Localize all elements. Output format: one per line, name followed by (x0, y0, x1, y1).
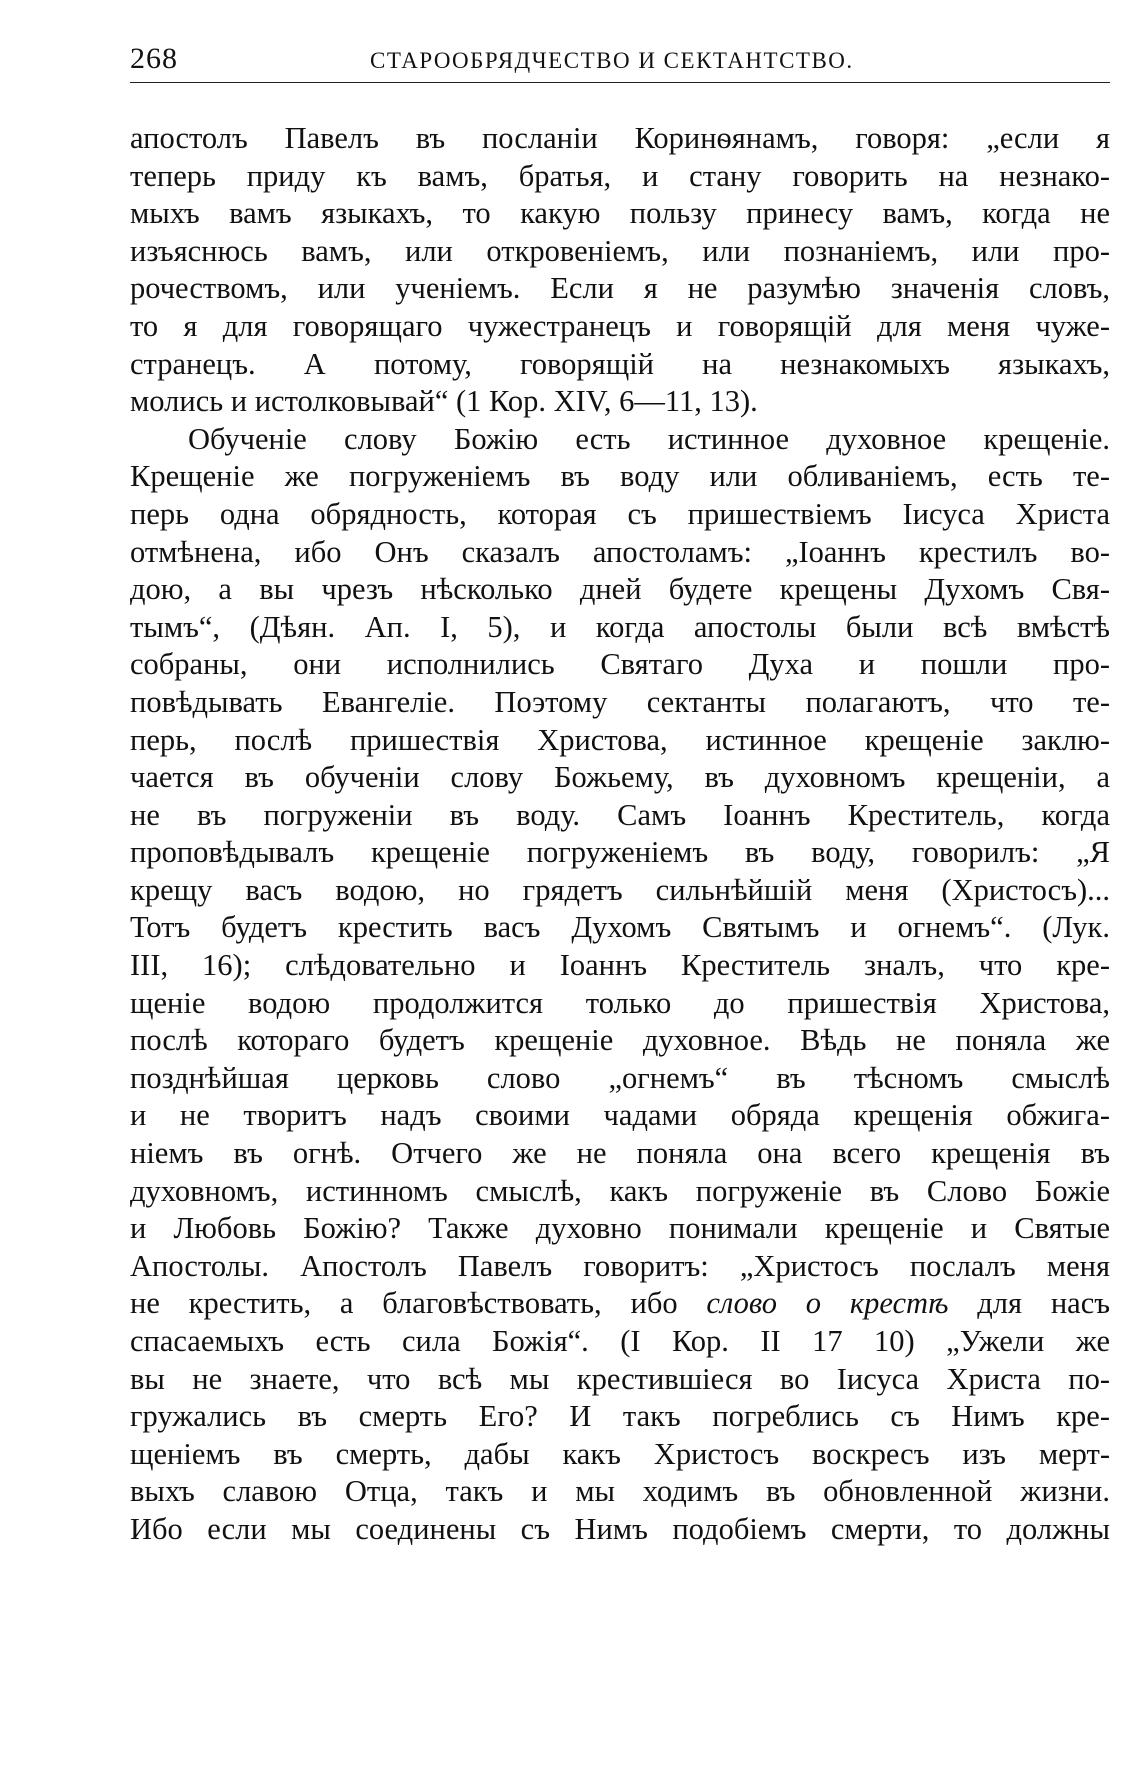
text-line: повѣдывать Евангеліе. Поэтому сектанты полагаютъ, что те- (130, 684, 1110, 719)
text-line: мыхъ вамъ языкахъ, то какую пользу принесу вамъ, когда не (130, 196, 1110, 231)
page-header (130, 38, 1110, 83)
text-line: теперь приду къ вамъ, братья, и стану говорить на незнако- (130, 158, 1110, 193)
text-line: молись и истолковывай“ (1 Кор. XIV, 6—11, 13). (130, 384, 758, 419)
body-text (130, 120, 1110, 1549)
text-segment: не крестить, а благовѣствовать, ибо (130, 1286, 678, 1321)
text-line: и не творитъ надъ своими чадами обряда крещенія обжига- (130, 1098, 1110, 1133)
text-line: дою, а вы чрезъ нѣсколько дней будете крещены Духомъ Свя- (130, 572, 1110, 607)
text-line: Ибо если мы соединены съ Нимъ подобіемъ смерти, то должны (130, 1511, 1110, 1546)
text-line: и Любовь Божію? Также духовно понимали крещеніе и Святые (130, 1211, 1110, 1246)
text-line: чается въ обученіи слову Божьему, въ духовномъ крещеніи, а (130, 760, 1110, 795)
text-line: проповѣдывалъ крещеніе погруженіемъ въ воду, говорилъ: „Я (130, 835, 1110, 870)
text-line: рочествомъ, или ученіемъ. Если я не разумѣю значенія словъ, (130, 271, 1110, 306)
text-line-with-italic (130, 1285, 1110, 1323)
paragraph-start-line: Обученіе слову Божію есть истинное духовное крещеніе. (188, 421, 1110, 456)
text-line: щеніе водою продолжится только до пришествія Христова, (130, 985, 1110, 1020)
page-number: 268 (130, 42, 178, 75)
text-line: то я для говорящаго чужестранецъ и говорящій для меня чуже- (130, 308, 1110, 343)
text-line: вы не знаете, что всѣ мы крестившіеся во Іисуса Христа по- (130, 1361, 1110, 1396)
text-line: гружались въ смерть Его? И такъ погреблись съ Нимъ кре- (130, 1399, 1110, 1434)
text-line: странецъ. А потому, говорящій на незнакомыхъ языкахъ, (130, 346, 1110, 381)
text-line: позднѣйшая церковь слово „огнемъ“ въ тѣсномъ смыслѣ (130, 1060, 1110, 1095)
italic-phrase: слово о крестѣ (706, 1286, 949, 1321)
text-line: III, 16); слѣдовательно и Іоаннъ Креститель зналъ, что кре- (130, 948, 1110, 983)
text-segment: для насъ (977, 1286, 1111, 1321)
text-line: щеніемъ въ смерть, дабы какъ Христосъ воскресъ изъ мерт- (130, 1436, 1110, 1471)
text-line: изъяснюсь вамъ, или откровеніемъ, или познаніемъ, или про- (130, 233, 1110, 268)
text-line: собраны, они исполнились Святаго Духа и пошли про- (130, 647, 1110, 682)
text-line: перь, послѣ пришествія Христова, истинное крещеніе заклю- (130, 722, 1110, 757)
text-line: апостолъ Павелъ въ посланіи Коринѳянамъ, говоря: „если я (130, 121, 1110, 155)
text-line: Крещеніе же погруженіемъ въ воду или обливаніемъ, есть те- (130, 459, 1110, 494)
text-line: спасаемыхъ есть сила Божія“. (I Кор. II 17 10) „Ужели же (130, 1324, 1110, 1358)
text-line: не въ погруженіи въ воду. Самъ Іоаннъ Креститель, когда (130, 797, 1110, 832)
text-line: крещу васъ водою, но грядетъ сильнѣйшій меня (Христосъ)... (130, 872, 1110, 907)
text-line: послѣ котораго будетъ крещеніе духовное. Вѣдь не поняла же (130, 1023, 1110, 1058)
text-line: Апостолы. Апостолъ Павелъ говоритъ: „Христосъ послалъ меня (130, 1248, 1110, 1283)
text-line: Тотъ будетъ крестить васъ Духомъ Святымъ и огнемъ“. (Лук. (130, 910, 1110, 945)
text-line: тымъ“, (Дѣян. Ап. I, 5), и когда апостолы были всѣ вмѣстѣ (130, 609, 1110, 644)
text-line: выхъ славою Отца, такъ и мы ходимъ въ обновленной жизни. (130, 1474, 1110, 1509)
text-line: перь одна обрядность, которая съ пришествіемъ Іисуса Христа (130, 496, 1110, 531)
text-line: ніемъ въ огнѣ. Отчего же не поняла она всего крещенія въ (130, 1136, 1110, 1171)
running-head: СТАРООБРЯДЧЕСТВО И СЕКТАНТСТВО. (370, 48, 854, 73)
text-line: духовномъ, истинномъ смыслѣ, какъ погруженіе въ Слово Божіе (130, 1173, 1110, 1208)
text-line: отмѣнена, ибо Онъ сказалъ апостоламъ: „Іоаннъ крестилъ во- (130, 534, 1110, 569)
